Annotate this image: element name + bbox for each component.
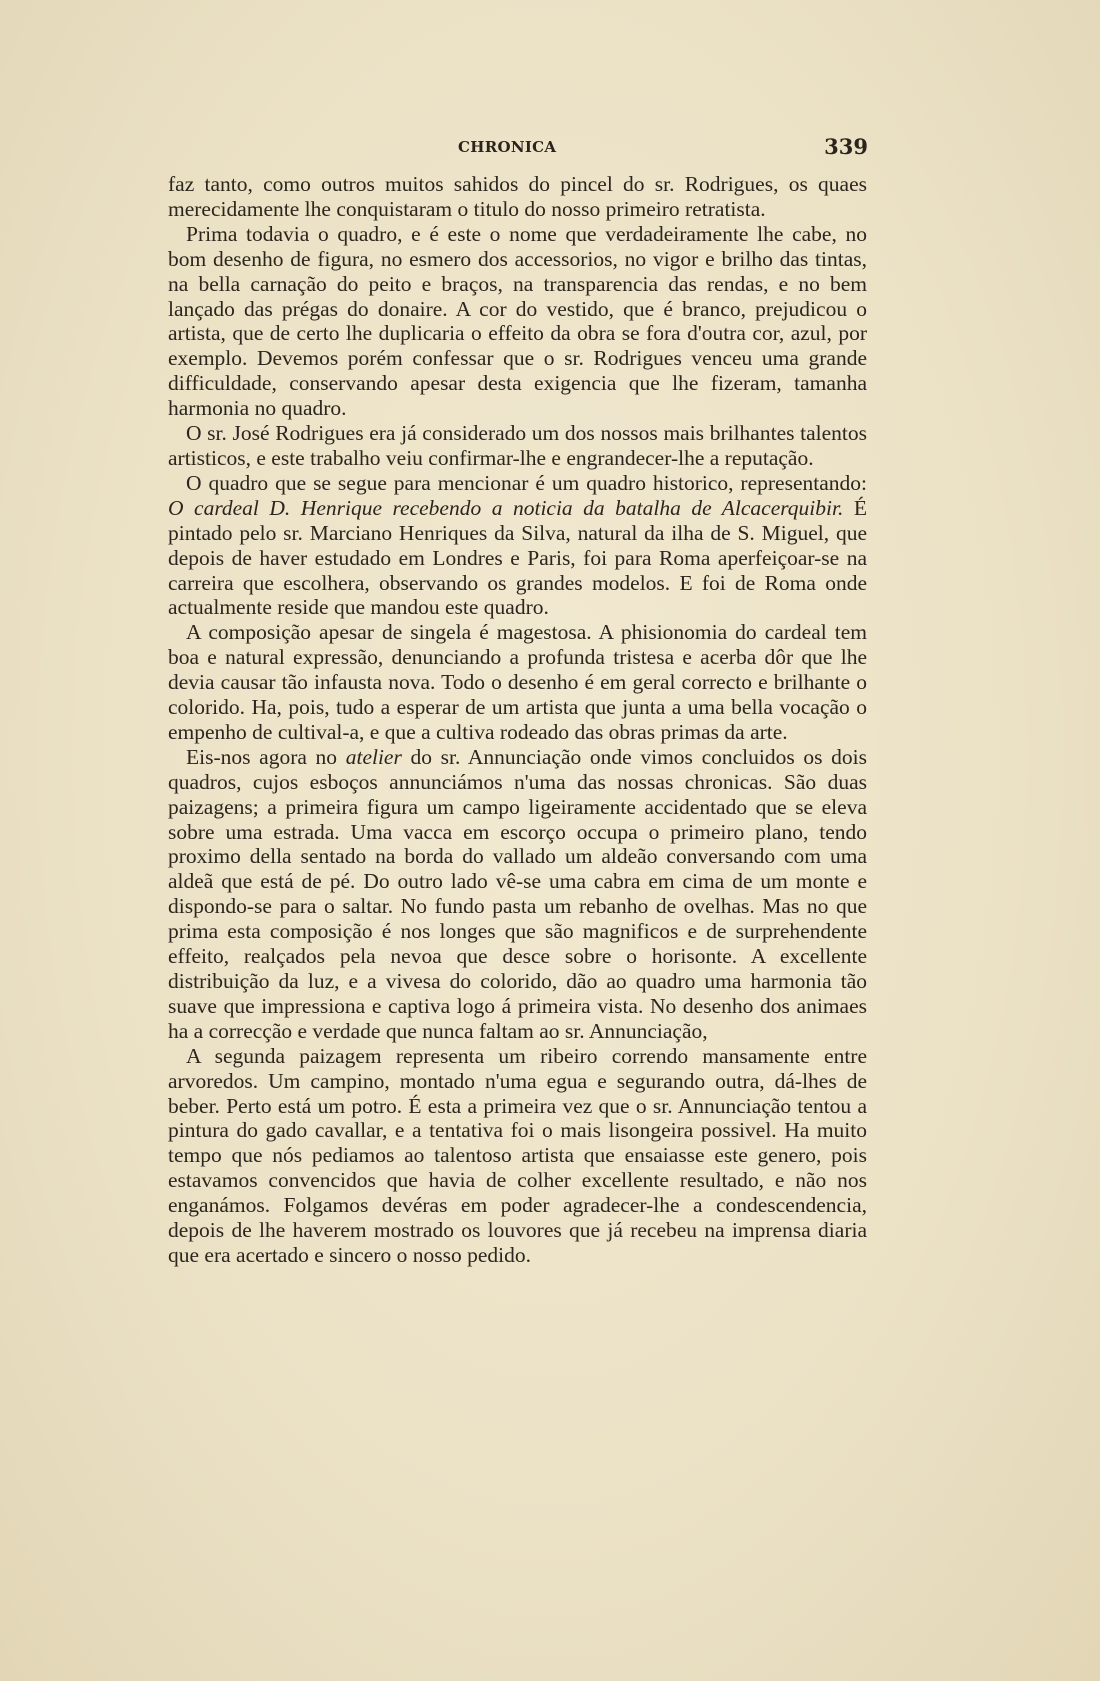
paragraph [168, 471, 867, 620]
paragraph: Prima todavia o quadro, e é este o nome que verdadeiramente lhe cabe, no bom desenho de figura, no esmero dos accessorios, no vigor e brilho das tintas, na bella carnação do peito e braços, na transparencia das rendas, e no bem lançado das prégas do donaire. A cor do vestido, que é branco, prejudicou o artista, que de certo lhe duplicaria o effeito da obra se fora d'outra cor, azul, por exemplo. Devemos porém confessar que o sr. Rodrigues venceu uma grande difficuldade, conservando apesar desta exigencia que lhe fizeram, tamanha harmonia no quadro. [168, 221, 867, 421]
body-text [168, 172, 867, 1268]
paragraph-text: Eis-nos agora no [186, 744, 346, 769]
paragraph [168, 745, 867, 1044]
italic-term: atelier [345, 744, 402, 769]
paragraph-text: do sr. Annunciação onde vimos concluidos os dois quadros, cujos esboços annunciámos n'uma das nossas chronicas. São duas paizagens; a primeira figura um campo ligeiramente accidentado que se eleva sobre uma estrada. Uma vacca em escorço occupa o primeiro plano, tendo proximo della sentado na borda do vallado um aldeão conversando com uma aldeã que está de pé. Do outro lado vê-se uma cabra em cima de um monte e dispondo-se para o saltar. No fundo pasta um rebanho de ovelhas. Mas no que prima esta composição é nos longes que são magnificos e de surprehendente effeito, realçados pela nevoa que desce sobre o horisonte. A excellente distribuição da luz, e a vivesa do colorido, dão ao quadro uma harmonia tão suave que impressiona e captiva logo á primeira vista. No desenho dos animaes ha a correcção e verdade que nunca faltam ao sr. Annunciação, [168, 744, 867, 1043]
paragraph: A segunda paizagem representa um ribeiro correndo mansamente entre arvoredos. Um campino, montado n'uma egua e segurando outra, dá-lhes de beber. Perto está um potro. É esta a primeira vez que o sr. Annunciação tentou a pintura do gado cavallar, e a tentativa foi o mais lisongeira possivel. Ha muito tempo que nós pediamos ao talentoso artista que ensaiasse este genero, pois estavamos convencidos que havia de colher excellente resultado, e não nos enganámos. Folgamos devéras em poder agradecer-lhe a condescendencia, depois de lhe haverem mostrado os louvores que já recebeu na imprensa diaria que era acertado e sincero o nosso pedido. [168, 1043, 867, 1267]
paragraph-text: O quadro que se segue para mencionar é um quadro historico, representando: [186, 470, 867, 495]
paragraph: faz tanto, como outros muitos sahidos do pincel do sr. Rodrigues, os quaes merecidamente lhe conquistaram o titulo do nosso primeiro retratista. [168, 172, 867, 221]
paragraph-text: É pintado pelo sr. Marciano Henriques da Silva, natural da ilha de S. Miguel, que depois de haver estudado em Londres e Paris, foi para Roma aperfeiçoar-se na carreira que escolhera, observando os grandes modelos. E foi de Roma onde actualmente reside que mandou este quadro. [168, 495, 868, 620]
paragraph: A composição apesar de singela é magestosa. A phisionomia do cardeal tem boa e natural expressão, denunciando a profunda tristesa e acerba dôr que lhe devia causar tão infausta nova. Todo o desenho é em geral correcto e brilhante o colorido. Ha, pois, tudo a esperar de um artista que junta a uma bella vocação o empenho de cultival-a, e que a cultiva rodeado das obras primas da arte. [168, 620, 867, 744]
paragraph: O sr. José Rodrigues era já considerado um dos nossos mais brilhantes talentos artisticos, e este trabalho veiu confirmar-lhe e engrandecer-lhe a reputação. [168, 421, 867, 470]
running-head: CHRONICA [458, 138, 557, 156]
painting-title: O cardeal D. Henrique recebendo a noticia da batalha de Alcacerquibir. [168, 495, 844, 520]
page-header [168, 134, 868, 164]
page-number: 339 [824, 134, 868, 159]
